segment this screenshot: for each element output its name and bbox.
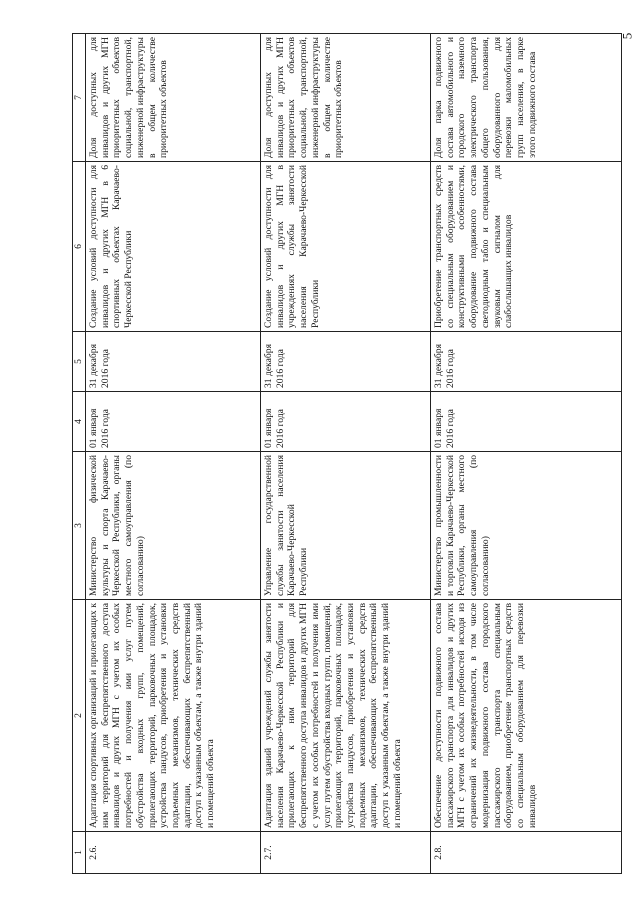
header-cell-6: 6 — [73, 162, 86, 332]
table-row — [86, 34, 261, 874]
page-number: 5 — [618, 32, 634, 40]
row-number: 2.8. — [431, 832, 622, 874]
table-row — [261, 34, 431, 874]
result-cell: Приобретение транспортных средств со специальным оборудованием и конструктивными особенностями, оборудование подвижного состава светодиодным табло и специальным звуковым сигналом для слабослышащих инвалидов — [431, 162, 622, 332]
header-cell-1: 1 — [73, 832, 86, 874]
header-cell-4: 4 — [73, 392, 86, 452]
table-row — [431, 34, 622, 874]
end-date-cell: 31 декабря 2016 года — [86, 332, 261, 392]
result-cell: Создание условий доступности для инвалидов и других МГН в учреждениях службы занятости населения Карачаево-Черкесской Республики — [261, 162, 431, 332]
executor-cell: Министерство промышленности и торговли Карачаево-Черкесской Республики, органы местного самоуправления (по согласованию) — [431, 452, 622, 600]
header-cell-3: 3 — [73, 452, 86, 600]
start-date-cell: 01 января 2016 года — [86, 392, 261, 452]
measure-cell: Адаптация зданий учреждений службы занятости населения Карачаево-Черкесской Республики и прилегающих к ним территорий для беспрепятственного доступа инвалидов и других МГН с учетом их особых потребностей и получения ими услуг путем обустройства входных групп, помещений, прилегающих территорий, парковочных площадок, устройства пандусов, приобретения и установки подъемных механизмов, технических средств адаптации, обеспечивающих беспрепятственный доступ к указанным объектам, а также внутри зданий и помещений объекта — [261, 600, 431, 832]
rotated-table-container — [72, 34, 622, 874]
executor-cell: Управление государственной службы занятости населения Карачаево-Черкесской Республики — [261, 452, 431, 600]
indicator-cell: Доля парка подвижного состава автомобильного и городского наземного электрического транспорта общего пользования, оборудованного для перевозки маломобильных групп населения, в парке этого подвижного состава — [431, 34, 622, 162]
executor-cell: Министерство физической культуры и спорта Карачаево-Черкесской Республики, органы местного самоуправления (по согласованию) — [86, 452, 261, 600]
row-number: 2.6. — [86, 832, 261, 874]
indicator-cell: Доля доступных для инвалидов и других МГН приоритетных объектов социальной, транспортной, инженерной инфраструктуры в общем количестве приоритетных объектов — [86, 34, 261, 162]
start-date-cell: 01 января 2016 года — [261, 392, 431, 452]
measure-cell: Адаптация спортивных организаций и прилегающих к ним территорий для беспрепятственного доступа инвалидов и других МГН с учетом их особых потребностей и получения ими услуг путем обустройства входных групп, помещений, прилегающих территорий, парковочных площадок, устройства пандусов, приобретения и установки подъемных механизмов, технических средств адаптации, обеспечивающих беспрепятственный доступ к указанным объектам, а также внутри зданий и помещений объекта — [86, 600, 261, 832]
measures-table — [72, 33, 622, 874]
result-cell: Создание условий доступности для инвалидов и других МГН в 6 спортивных объектах Карачаево-Черкесской Республики — [86, 162, 261, 332]
header-cell-5: 5 — [73, 332, 86, 392]
end-date-cell: 31 декабря 2016 года — [261, 332, 431, 392]
header-cell-7: 7 — [73, 34, 86, 162]
header-row — [73, 34, 86, 874]
row-number: 2.7. — [261, 832, 431, 874]
end-date-cell: 31 декабря 2016 года — [431, 332, 622, 392]
measure-cell: Обеспечение доступности подвижного состава пассажирского транспорта для инвалидов и других МГН с учетом их особых потребностей исходя из ограничений их жизнедеятельности, в том числе модернизация подвижного состава городского пассажирского транспорта специальным оборудованием, приобретение транспортных средств со специальным оборудованием для перевозки инвалидов — [431, 600, 622, 832]
header-cell-2: 2 — [73, 600, 86, 832]
indicator-cell: Доля доступных для инвалидов и других МГН приоритетных объектов социальной, транспортной, инженерной инфраструктуры в общем количестве приоритетных объектов — [261, 34, 431, 162]
start-date-cell: 01 января 2016 года — [431, 392, 622, 452]
